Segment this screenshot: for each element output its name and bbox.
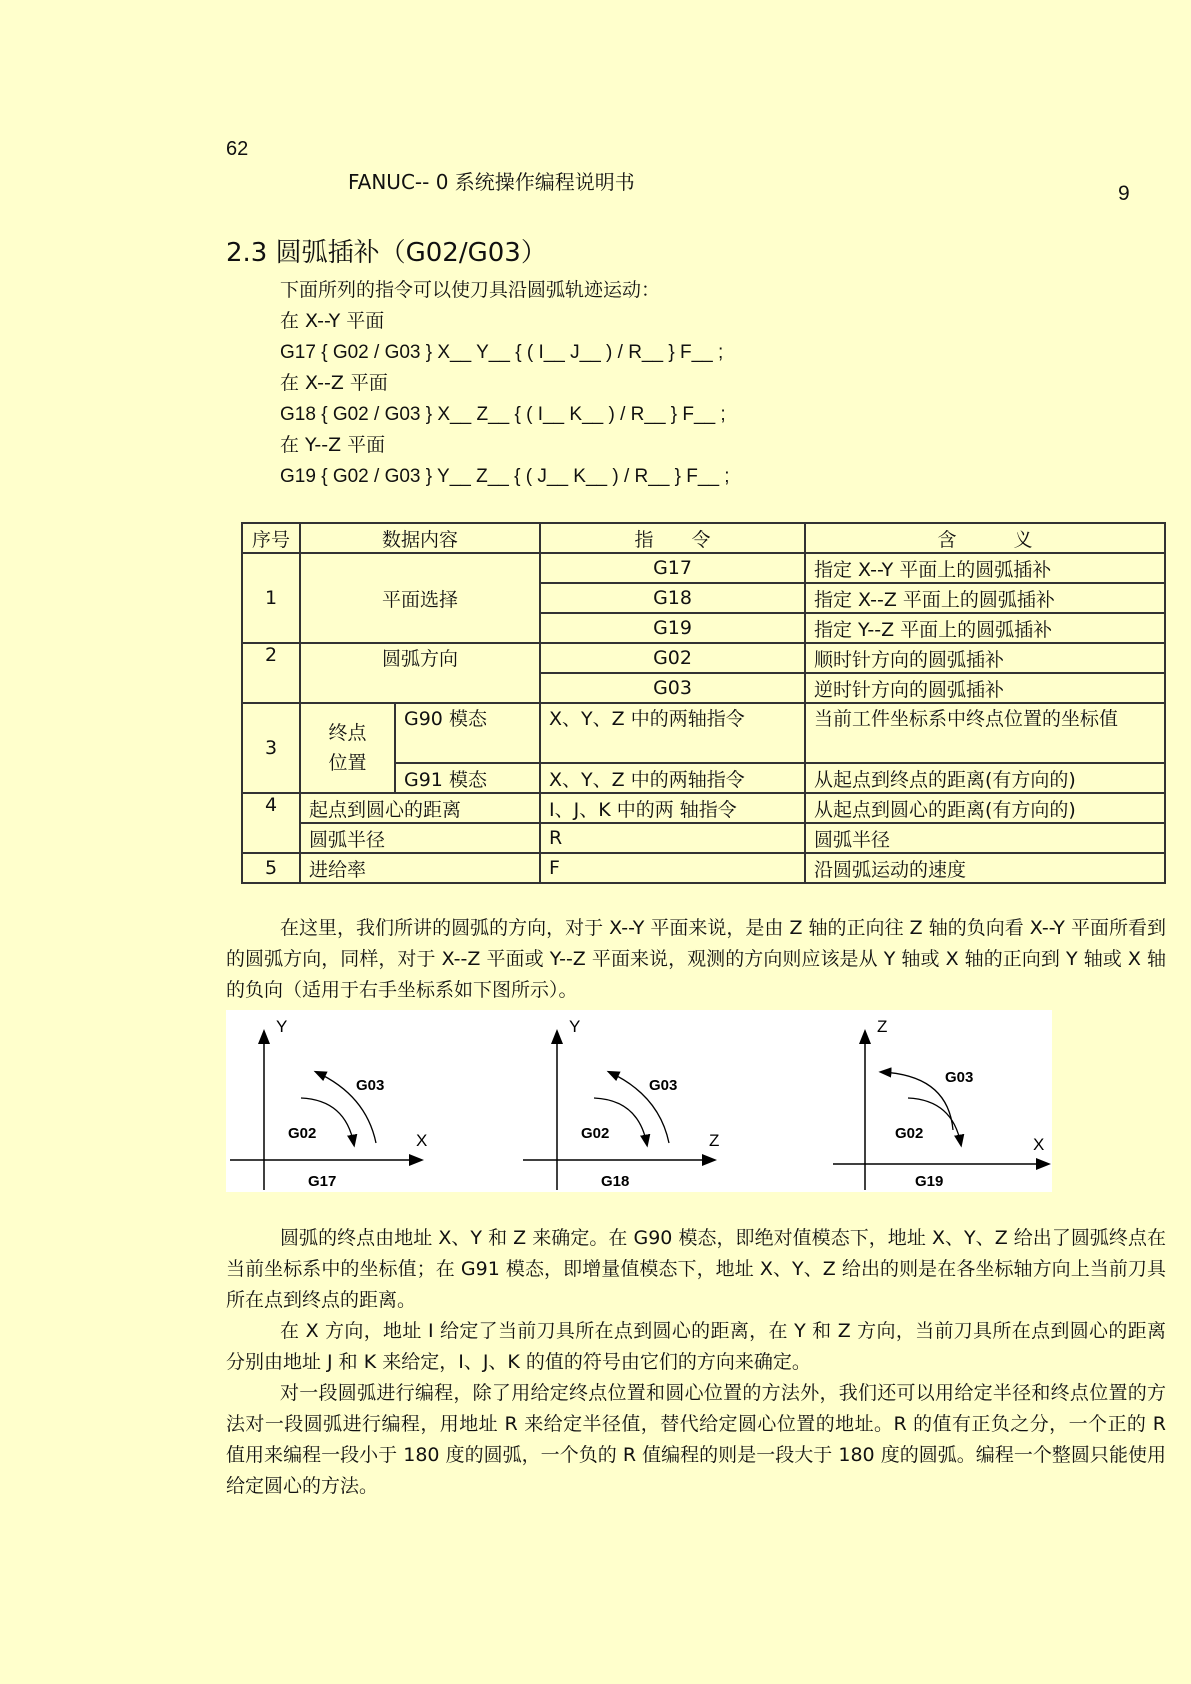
row-meaning: 指定 X--Y 平面上的圆弧插补 xyxy=(805,553,1165,583)
row-content: 起点到圆心的距离 xyxy=(300,793,540,823)
table-row xyxy=(242,703,1165,763)
intro-line: 在 Y--Z 平面 xyxy=(280,434,386,456)
row-content: 圆弧方向 xyxy=(300,643,540,703)
plane-label: G17 xyxy=(308,1173,337,1190)
row-command: X、Y、Z 中的两轴指令 xyxy=(540,763,805,793)
row-meaning: 指定 Y--Z 平面上的圆弧插补 xyxy=(805,613,1165,643)
plane-label: G19 xyxy=(915,1173,944,1190)
header-content: 数据内容 xyxy=(300,523,540,553)
row-meaning: 指定 X--Z 平面上的圆弧插补 xyxy=(805,583,1165,613)
code-line-g17: G17 { G02 / G03 } X__ Y__ { ( I__ J__ ) / R__ } F__ ; xyxy=(280,342,724,363)
side-number: 9 xyxy=(1118,182,1130,205)
vertical-axis-label: Y xyxy=(569,1017,581,1036)
paragraph-text: 在这里，我们所讲的圆弧的方向，对于 X--Y 平面来说，是由 Z 轴的正向往 Z 轴的负向看 X--Y 平面所看到的圆弧方向，同样，对于 X--Z 平面或 Y--Z 平面来说，观测的方向则应该是从 Y 轴或 X 轴的正向到 Y 轴或 X 轴的负向（适用于右手坐标系如下图所示）。 xyxy=(226,917,1166,1001)
plane-label: G18 xyxy=(601,1173,630,1190)
row-command: G18 xyxy=(540,583,805,613)
row-command: I、J、K 中的两 轴指令 xyxy=(540,793,805,823)
g02-label: G02 xyxy=(288,1125,317,1142)
horizontal-axis-label: X xyxy=(416,1131,428,1150)
row-no: 5 xyxy=(242,853,300,883)
figure-svg xyxy=(226,1010,1052,1192)
code-line-g18: G18 { G02 / G03 } X__ Z__ { ( I__ K__ ) / R__ } F__ ; xyxy=(280,404,726,425)
row-mode: G90 模态 xyxy=(395,703,540,763)
intro-line: 在 X--Z 平面 xyxy=(280,372,388,394)
page-number: 62 xyxy=(226,138,249,160)
row-meaning: 圆弧半径 xyxy=(805,823,1165,853)
g03-arc xyxy=(881,1072,953,1130)
table-row xyxy=(242,643,1165,673)
row-meaning: 从起点到终点的距离(有方向的) xyxy=(805,763,1165,793)
g03-label: G03 xyxy=(356,1077,385,1094)
command-table xyxy=(241,522,1166,884)
section-title: 2.3 圆弧插补（G02/G03） xyxy=(226,238,547,268)
row-command: R xyxy=(540,823,805,853)
g03-label: G03 xyxy=(945,1069,974,1086)
paragraph-endpoint: 圆弧的终点由地址 X、Y 和 Z 来确定。在 G90 模态，即绝对值模态下，地址 X、Y、Z 给出了圆弧终点在当前坐标系中的坐标值；在 G91 模态，即增量值模态下，地址 X、Y、Z 给出的则是在各坐标轴方向上当前刀具所在点到终点的距离。 xyxy=(226,1227,1166,1311)
g03-label: G03 xyxy=(649,1077,678,1094)
paragraphs-block xyxy=(226,1223,1166,1502)
table-row xyxy=(242,793,1165,823)
row-no: 4 xyxy=(242,793,300,853)
row-command: G02 xyxy=(540,643,805,673)
vertical-axis-label: Y xyxy=(276,1017,288,1036)
content-line: 终点 xyxy=(328,722,367,744)
horizontal-axis-label: Z xyxy=(709,1131,720,1150)
table-header-row xyxy=(242,523,1165,553)
row-mode: G91 模态 xyxy=(395,763,540,793)
vertical-axis-label: Z xyxy=(877,1017,888,1036)
arc-direction-figure xyxy=(226,1010,1052,1192)
row-meaning: 逆时针方向的圆弧插补 xyxy=(805,673,1165,703)
book-title: FANUC-- 0 系统操作编程说明书 xyxy=(348,170,635,194)
row-meaning: 从起点到圆心的距离(有方向的) xyxy=(805,793,1165,823)
paragraph-center: 在 X 方向，地址 I 给定了当前刀具所在点到圆心的距离，在 Y 和 Z 方向，当前刀具所在点到圆心的距离分别由地址 J 和 K 来给定，I、J、K 的值的符号由它们的方向来确定。 xyxy=(226,1320,1166,1373)
table-row xyxy=(242,853,1165,883)
row-content: 圆弧半径 xyxy=(300,823,540,853)
code-line-g19: G19 { G02 / G03 } Y__ Z__ { ( J__ K__ ) / R__ } F__ ; xyxy=(280,466,730,487)
row-no: 2 xyxy=(242,643,300,703)
horizontal-axis-label: X xyxy=(1033,1135,1045,1154)
header-meaning: 含 义 xyxy=(805,523,1165,553)
row-meaning: 沿圆弧运动的速度 xyxy=(805,853,1165,883)
paragraph-radius: 对一段圆弧进行编程，除了用给定终点位置和圆心位置的方法外，我们还可以用给定半径和终点位置的方法对一段圆弧进行编程，用地址 R 来给定半径值，替代给定圆心位置的地址。R 的值有正负之分，一个正的 R 值用来编程一段小于 180 度的圆弧，一个负的 R 值编程的则是一段大于 180 度的圆弧。编程一个整圆只能使用给定圆心的方法。 xyxy=(226,1382,1166,1497)
row-content xyxy=(300,703,395,793)
table-row xyxy=(242,823,1165,853)
g02-label: G02 xyxy=(581,1125,610,1142)
plane-panel-g19 xyxy=(833,1017,1048,1190)
intro-block xyxy=(280,275,730,492)
row-command: G03 xyxy=(540,673,805,703)
row-no: 3 xyxy=(242,703,300,793)
row-command: X、Y、Z 中的两轴指令 xyxy=(540,703,805,763)
row-command: F xyxy=(540,853,805,883)
intro-line: 下面所列的指令可以使刀具沿圆弧轨迹运动： xyxy=(280,279,661,301)
row-content: 进给率 xyxy=(300,853,540,883)
content-line: 位置 xyxy=(328,752,367,774)
row-command: G19 xyxy=(540,613,805,643)
table-row xyxy=(242,553,1165,583)
header-command: 指 令 xyxy=(540,523,805,553)
row-content: 平面选择 xyxy=(300,553,540,643)
plane-panel-g18 xyxy=(523,1017,719,1190)
row-no: 1 xyxy=(242,553,300,643)
row-meaning: 顺时针方向的圆弧插补 xyxy=(805,643,1165,673)
header-no: 序号 xyxy=(242,523,300,553)
intro-line: 在 X--Y 平面 xyxy=(280,310,385,332)
row-command: G17 xyxy=(540,553,805,583)
plane-panel-g17 xyxy=(230,1017,427,1190)
g02-label: G02 xyxy=(895,1125,924,1142)
row-meaning: 当前工件坐标系中终点位置的坐标值 xyxy=(805,703,1165,763)
paragraph-direction xyxy=(226,913,1166,1006)
